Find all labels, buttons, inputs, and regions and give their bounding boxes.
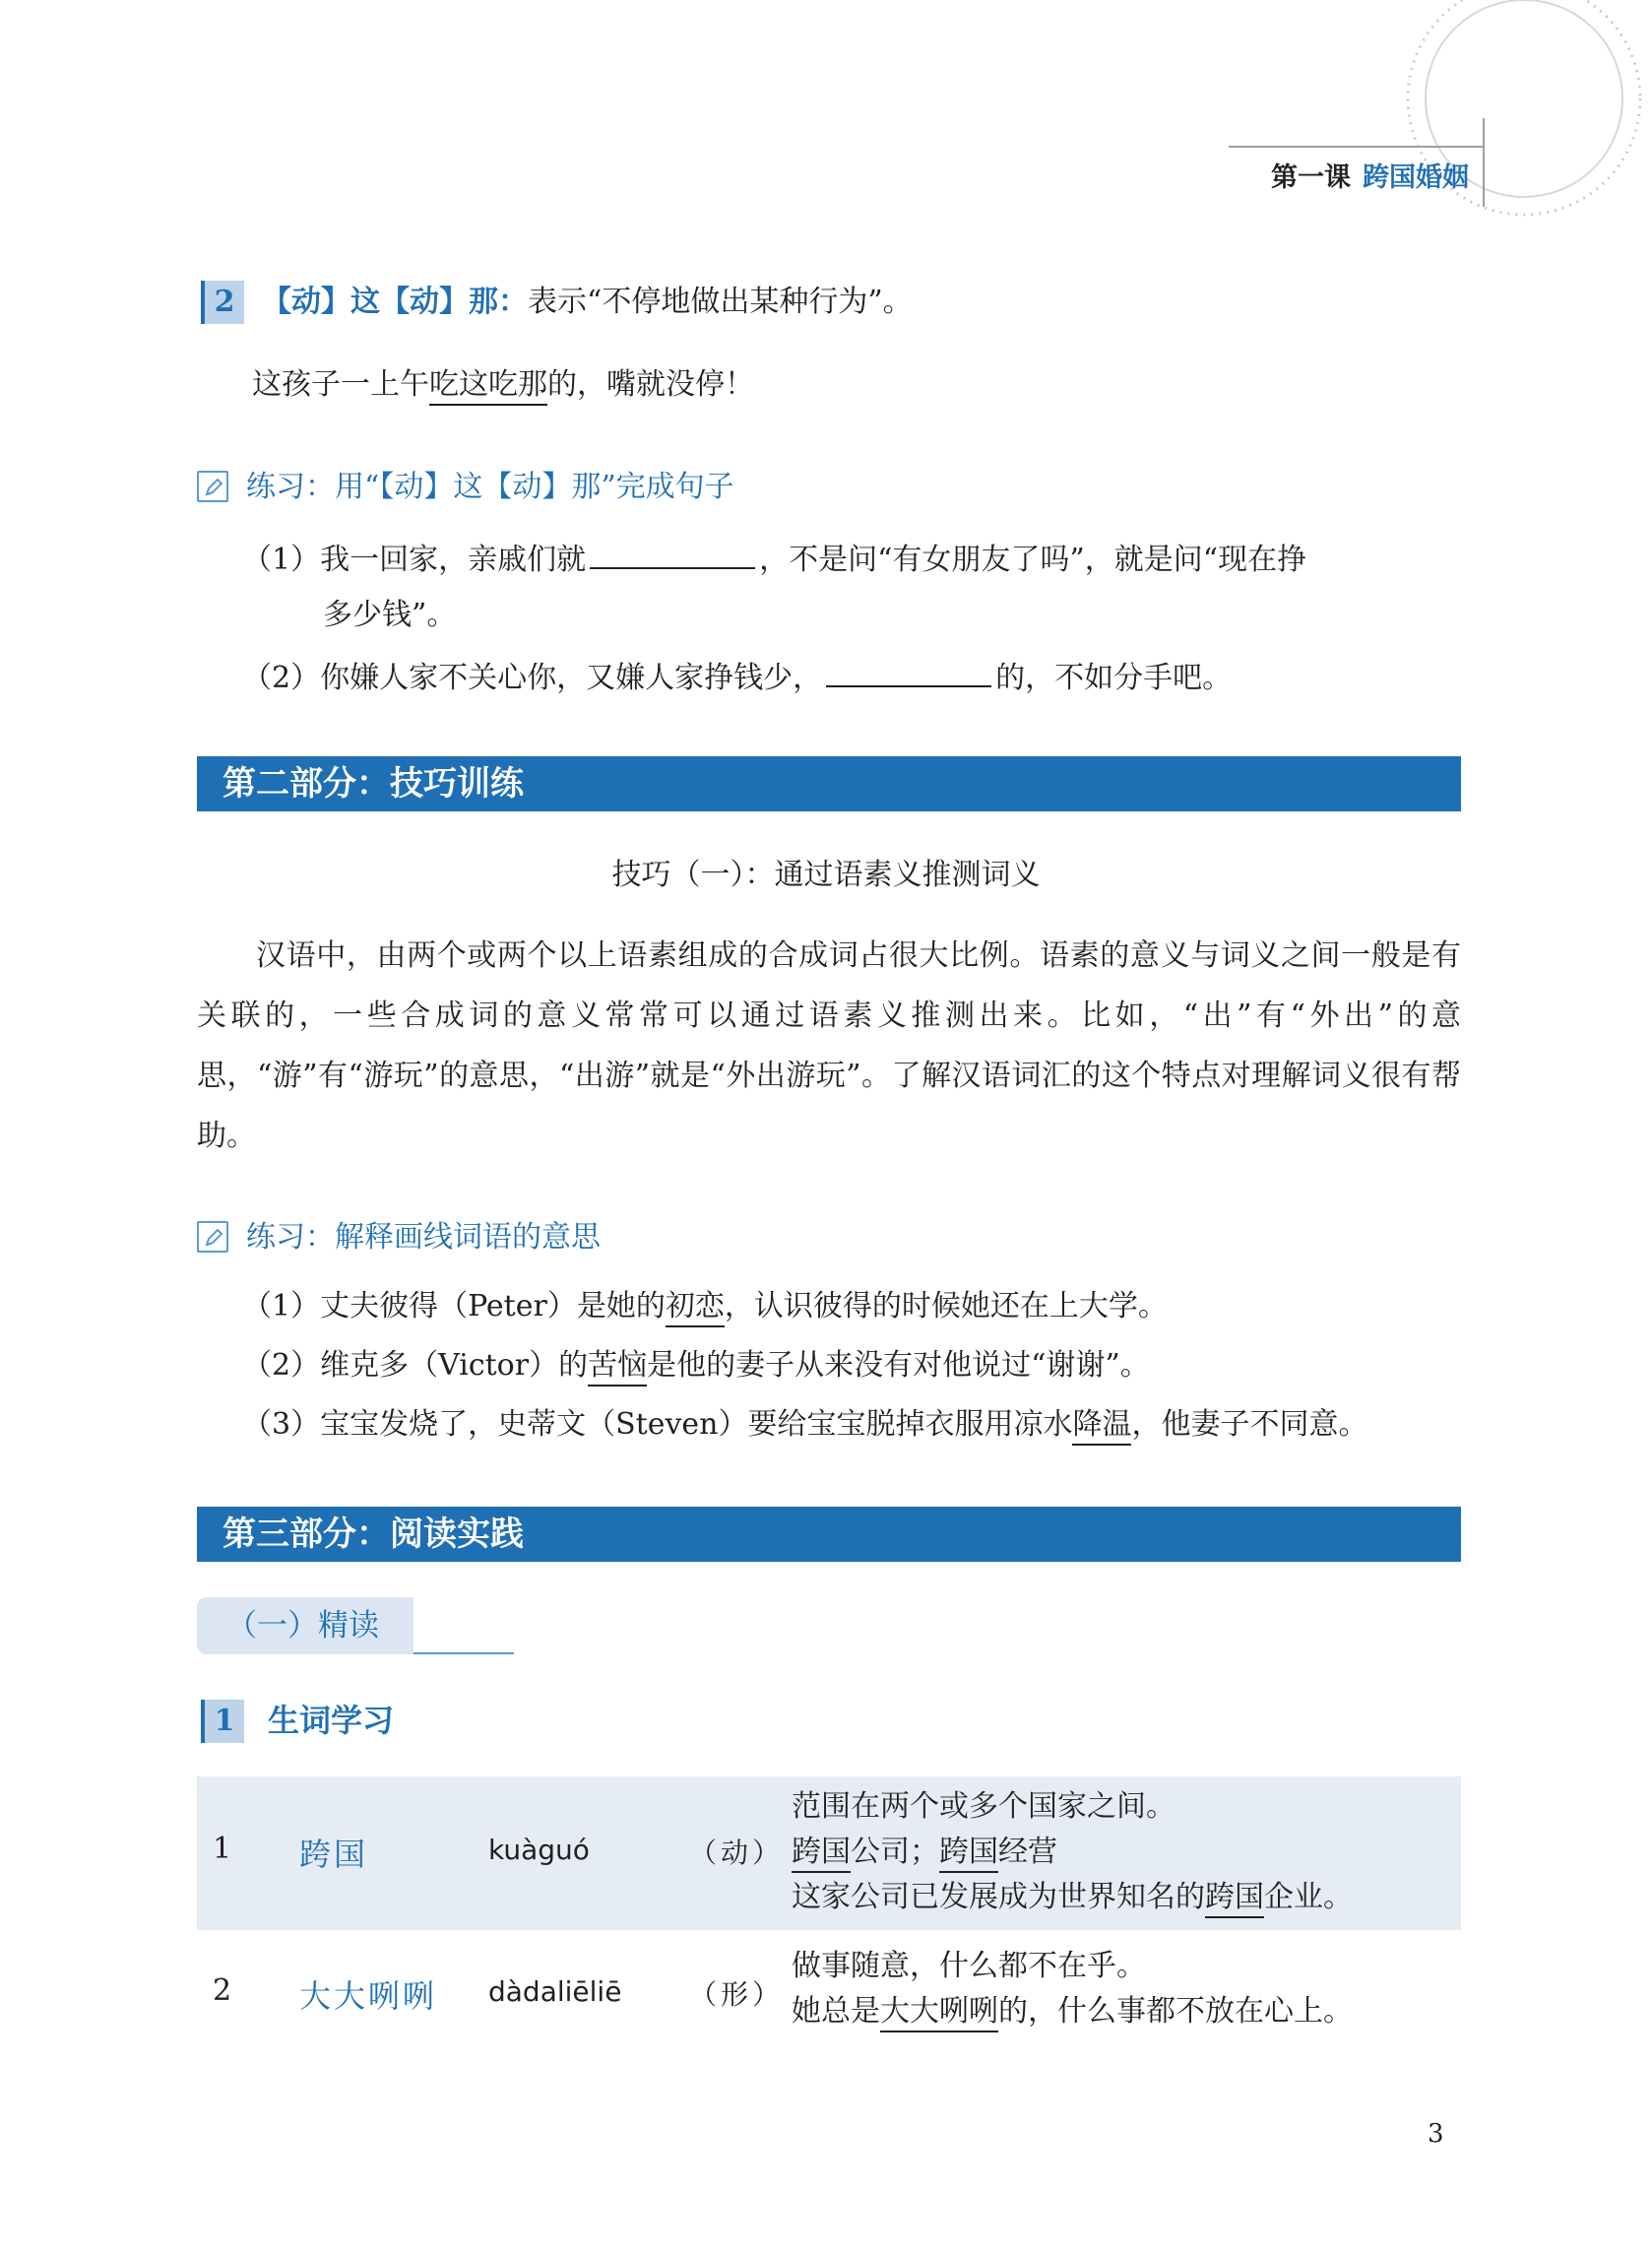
- skill-paragraph: 汉语中，由两个或两个以上语素组成的合成词占很大比例。语素的意义与词义之间一般是有关联的，一些合成词的意义常常可以通过语素义推测出来。比如，“出”有“外出”的意思，“游”有“游玩”的意思，“出游”就是“外出游玩”。了解汉语词汇的这个特点对理解词义很有帮助。: [197, 938, 1461, 1153]
- vocab-number-tag: 1: [201, 1700, 244, 1743]
- subsection-tab: （一）精读: [197, 1597, 413, 1654]
- vocab-pos: （动）: [689, 1837, 785, 1869]
- vocab-definition: 做事随意，什么都不在乎。 她总是大大咧咧的，什么事都不放在心上。: [792, 1944, 1353, 2034]
- exercise-item-1: （1）丈夫彼得（Peter）是她的初恋，认识彼得的时候她还在上大学。: [242, 1286, 1168, 1327]
- section-heading-part3: 第三部分：阅读实践: [197, 1507, 1461, 1562]
- exercise-title: 练习：解释画线词语的意思: [246, 1220, 601, 1255]
- vocab-example: 这家公司已发展成为世界知名的跨国企业。: [792, 1875, 1353, 1920]
- header-decoration: [1359, 0, 1652, 236]
- exercise-title: 练习：用“【动】这【动】那”完成句子: [246, 470, 734, 504]
- lesson-title: 跨国婚姻: [1363, 162, 1469, 193]
- header-divider: [1483, 118, 1485, 207]
- answer-blank[interactable]: [826, 656, 991, 687]
- grammar-example: 这孩子一上午吃这吃那的，嘴就没停！: [252, 364, 754, 406]
- lesson-label: 第一课: [1271, 162, 1351, 193]
- vocab-pos: （形）: [689, 1978, 785, 2011]
- vocab-row: [197, 1776, 1461, 1930]
- underlined-word: 苦恼: [588, 1348, 647, 1386]
- vocab-example: 跨国公司；跨国经营: [792, 1830, 1353, 1875]
- vocab-definition: 范围在两个或多个国家之间。 跨国公司；跨国经营 这家公司已发展成为世界知名的跨国企业。: [792, 1784, 1353, 1920]
- section-heading-part2: 第二部分：技巧训练: [197, 756, 1461, 811]
- grammar-number-tag: 2: [201, 281, 244, 324]
- subsection-underline: [413, 1652, 514, 1654]
- exercise-item-1-cont: 多少钱”。: [323, 598, 457, 632]
- page-number: 3: [1428, 2119, 1444, 2149]
- vocab-heading: 生词学习: [268, 1702, 395, 1739]
- vocab-example: 她总是大大咧咧的，什么事都不放在心上。: [792, 1989, 1353, 2034]
- vocab-num: 2: [213, 1973, 232, 2008]
- vocab-pinyin: kuàguó: [488, 1834, 590, 1866]
- exercise-item-2: （2）你嫌人家不关心你，又嫌人家挣钱少， 的，不如分手吧。: [242, 656, 1232, 699]
- grammar-pattern: 【动】这【动】那: [262, 285, 498, 319]
- grammar-heading: 【动】这【动】那：表示“不停地做出某种行为”。: [262, 285, 913, 319]
- vocab-word: 大大咧咧: [299, 1977, 438, 2015]
- underlined-word: 初恋: [666, 1289, 725, 1327]
- exercise-item-2: （2）维克多（Victor）的苦恼是他的妻子从来没有对他说过“谢谢”。: [242, 1345, 1150, 1386]
- underlined-phrase: 吃这吃那: [429, 367, 547, 406]
- pencil-icon: [197, 471, 228, 502]
- vocab-row: [197, 1930, 1461, 2048]
- underlined-word: 降温: [1072, 1407, 1131, 1446]
- grammar-explanation: 表示“不停地做出某种行为”。: [528, 285, 913, 319]
- vocab-pinyin: dàdaliēliē: [488, 1975, 622, 2008]
- exercise-item-3: （3）宝宝发烧了，史蒂文（Steven）要给宝宝脱掉衣服用凉水降温，他妻子不同意。: [242, 1404, 1367, 1446]
- vocab-word: 跨国: [299, 1836, 369, 1873]
- answer-blank[interactable]: [590, 538, 755, 569]
- skill-title: 技巧（一）：通过语素义推测词义: [611, 858, 1041, 892]
- vocab-num: 1: [213, 1832, 232, 1866]
- pencil-icon: [197, 1221, 228, 1253]
- running-header: [1271, 156, 1469, 194]
- header-rule: [1229, 146, 1485, 148]
- exercise-item-1: （1）我一回家，亲戚们就 ，不是问“有女朋友了吗”，就是问“现在挣: [242, 538, 1306, 581]
